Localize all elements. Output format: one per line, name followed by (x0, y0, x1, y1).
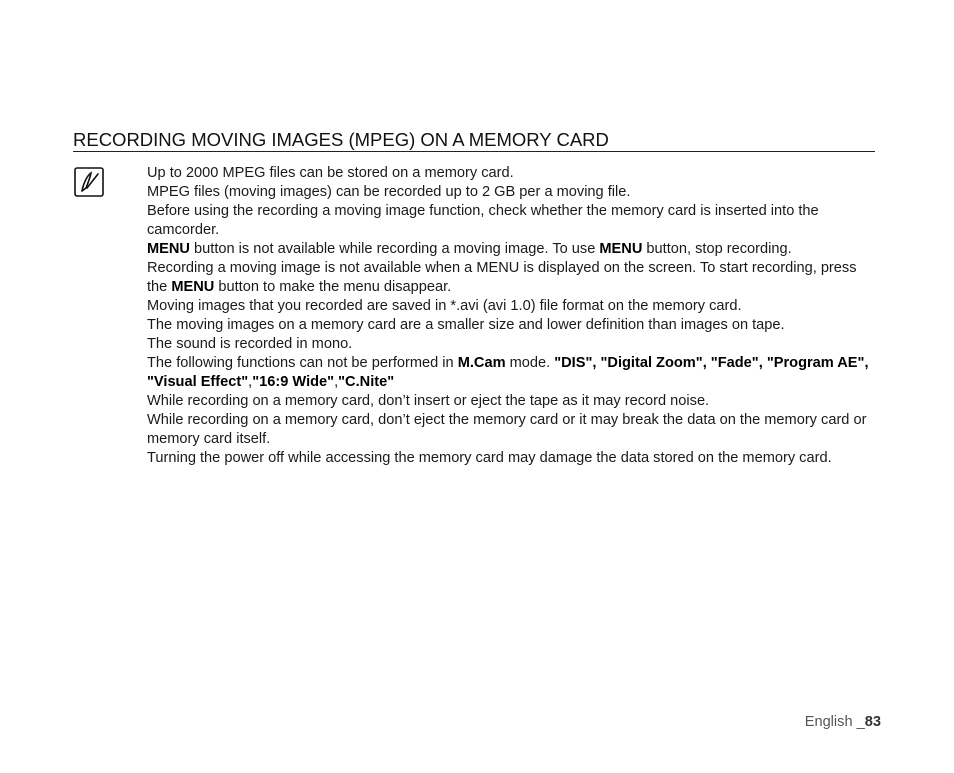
note-text: Up to 2000 MPEG files can be stored on a memory card. (147, 165, 514, 181)
note-item (147, 316, 875, 335)
note-emphasis: "16:9 Wide" (252, 374, 335, 390)
note-emphasis: M.Cam (457, 355, 506, 371)
note-text: The following functions can not be performed in (147, 355, 458, 371)
note-text: Recording a moving image is not available when a MENU is displayed on the screen. To start recording, press the (147, 260, 857, 295)
note-text: button to make the menu disappear. (214, 279, 452, 295)
note-item (147, 240, 875, 259)
note-text: button, stop recording. (642, 241, 792, 257)
note-emphasis: MENU (599, 241, 643, 257)
note-item (147, 335, 875, 354)
note-item (147, 411, 875, 449)
note-text: The moving images on a memory card are a smaller size and lower definition than images on tape. (147, 317, 785, 333)
note-text: , (248, 374, 253, 390)
note-item (147, 202, 875, 240)
note-item (147, 297, 875, 316)
note-item (147, 183, 875, 202)
note-text: Turning the power off while accessing the memory card may damage the data stored on the memory card. (147, 450, 832, 466)
note-emphasis: "C.Nite" (338, 374, 395, 390)
note-emphasis: MENU (147, 241, 190, 257)
note-text: , (334, 374, 339, 390)
note-item (147, 354, 875, 392)
note-item (147, 259, 875, 297)
note-text: Moving images that you recorded are saved in *.avi (avi 1.0) file format on the memory card. (147, 298, 742, 314)
note-text: MPEG files (moving images) can be recorded up to 2 GB per a moving file. (147, 184, 631, 200)
note-text: While recording on a memory card, don’t insert or eject the tape as it may record noise. (147, 393, 710, 409)
page-footer (805, 714, 881, 730)
section-title: RECORDING MOVING IMAGES (MPEG) ON A MEMORY CARD (73, 129, 875, 152)
note-text: mode. (505, 355, 555, 371)
note-text: While recording on a memory card, don’t eject the memory card or it may break the data on the memory card or memory card itself. (147, 412, 867, 447)
footer-language: English _ (804, 714, 865, 730)
note-emphasis: MENU (171, 279, 215, 295)
note-pencil-icon (74, 167, 104, 197)
note-item (147, 449, 875, 468)
page-number: 83 (864, 714, 881, 730)
note-emphasis: "DIS", "Digital Zoom", "Fade", "Program AE", "Visual Effect" (147, 355, 869, 390)
note-text: Before using the recording a moving image function, check whether the memory card is inserted into the camcorder. (147, 203, 819, 238)
note-text: The sound is recorded in mono. (147, 336, 353, 352)
note-item (147, 164, 875, 183)
note-text: button is not available while recording a moving image. To use (189, 241, 600, 257)
note-item (147, 392, 875, 411)
notes-list (147, 164, 875, 468)
